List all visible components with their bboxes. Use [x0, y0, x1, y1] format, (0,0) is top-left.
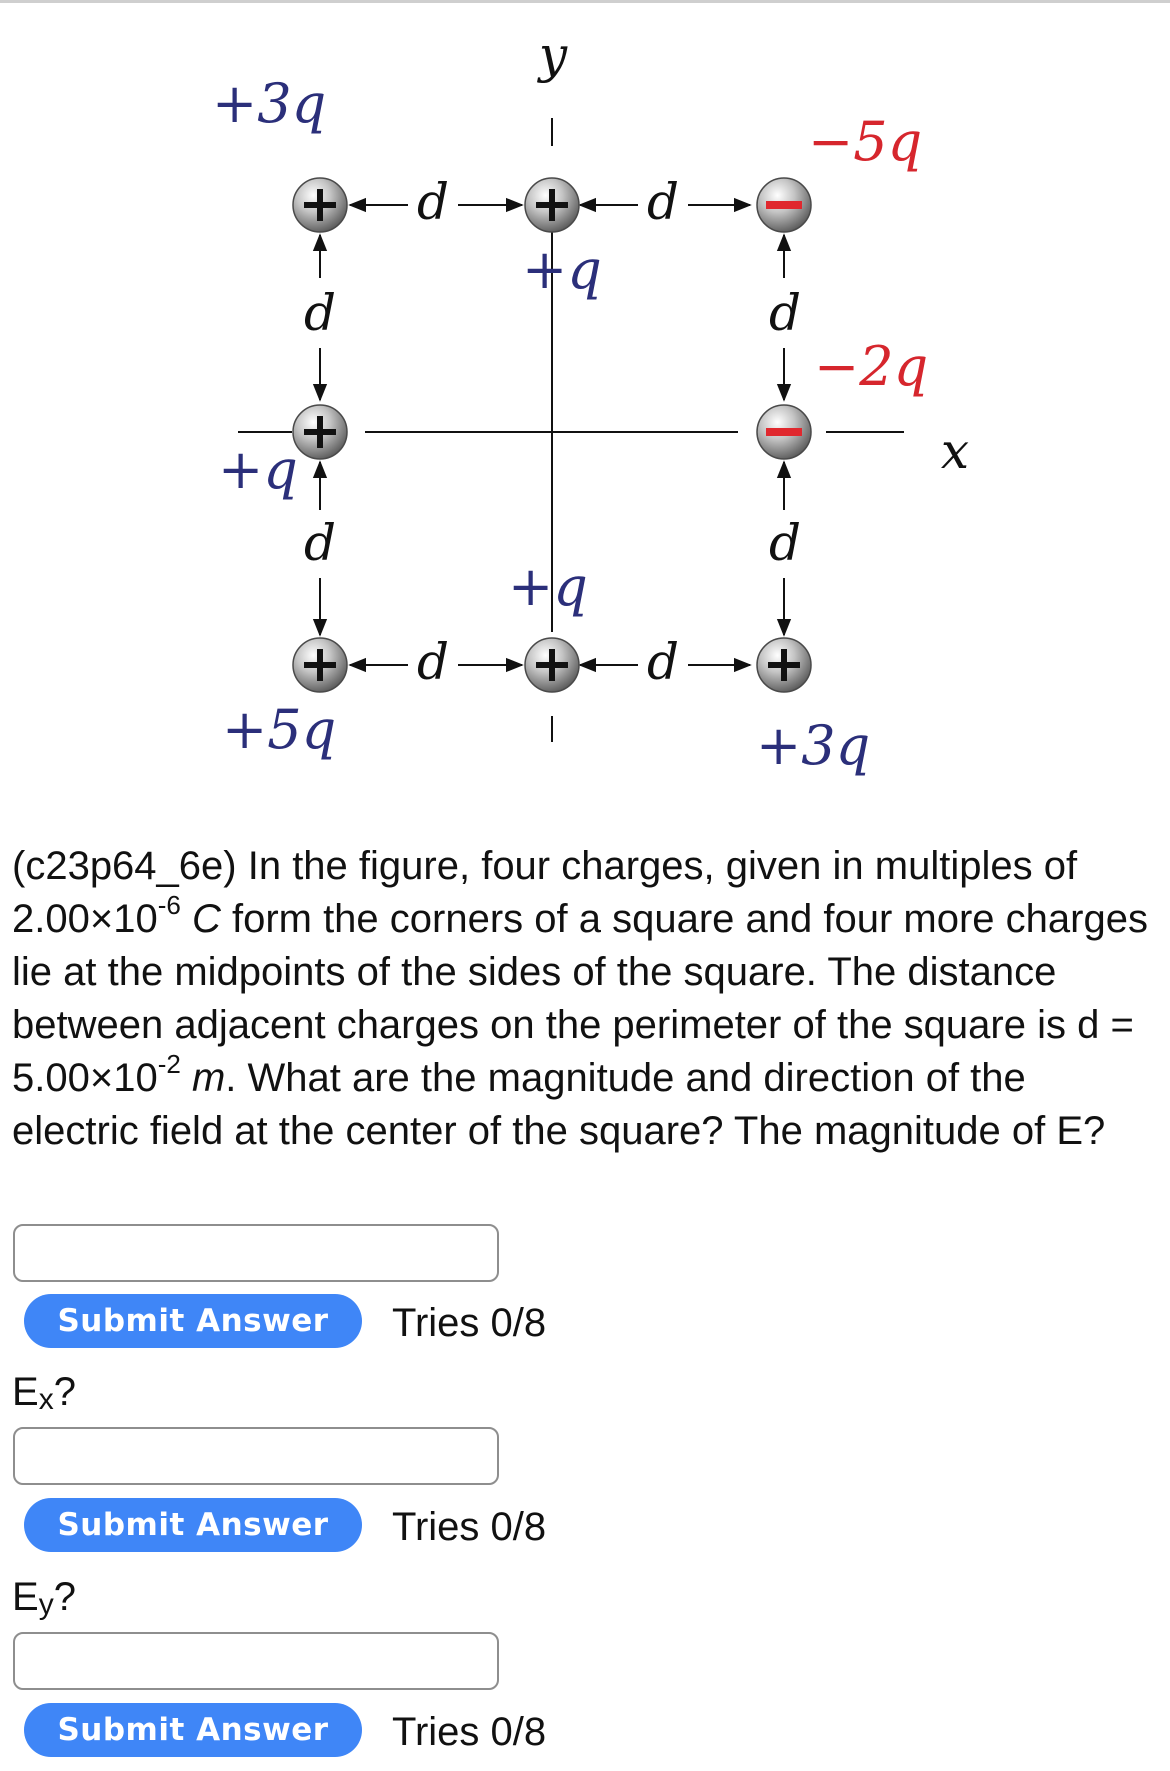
ex-answer-input[interactable] [13, 1427, 499, 1485]
distance-label: d [416, 173, 450, 231]
label-main: E [12, 1575, 39, 1619]
charge-bottom-left [293, 638, 347, 692]
problem-statement [12, 840, 1152, 1158]
charge-label-bottom-mid: +q [508, 555, 588, 618]
distance-label: d [416, 633, 450, 691]
problem-text [181, 897, 192, 941]
tries-counter: Tries 0/8 [392, 1710, 547, 1754]
distance-label: d [303, 514, 337, 572]
tries-counter: Tries 0/8 [392, 1505, 547, 1549]
distance-label: d [646, 173, 680, 231]
charge-label-top-left: +3q [212, 72, 327, 135]
label-subscript: y [38, 1588, 54, 1621]
charge-top-left [293, 178, 347, 232]
magnitude-answer-input[interactable] [13, 1224, 499, 1282]
distance-label: d [646, 633, 680, 691]
exponent: -2 [157, 1048, 181, 1079]
problem-text [181, 1056, 192, 1100]
unit-coulomb: C [191, 897, 221, 941]
ex-question-label [12, 1370, 76, 1415]
ey-question-label [12, 1575, 76, 1620]
problem-text: form the corners of a square and four more charges lie at the midpoints of the sides of the square. The distance between adjacent charges on the perimeter of the square is d = 5.00×10 [12, 897, 1148, 1100]
submit-magnitude-button[interactable]: Submit Answer [24, 1294, 362, 1348]
distance-label: d [303, 284, 337, 342]
charge-mid-left [293, 405, 347, 459]
problem-text: . What are the magnitude and direction of the electric field at the center of the square? The magnitude of E? [12, 1056, 1106, 1153]
ey-answer-input[interactable] [13, 1632, 499, 1690]
charge-label-mid-left: +q [218, 438, 298, 501]
x-axis-label: x [940, 422, 970, 480]
label-main: E [12, 1370, 39, 1414]
distance-label: d [768, 514, 802, 572]
charge-bottom-mid [525, 638, 579, 692]
charge-label-mid-right: −2q [814, 335, 929, 398]
label-end: ? [53, 1370, 76, 1414]
charge-bottom-right [757, 638, 811, 692]
charge-label-top-mid: +q [522, 238, 602, 301]
charge-label-bottom-right: +3q [756, 714, 871, 777]
charge-square-figure [0, 0, 1170, 800]
charge-top-right [757, 178, 811, 232]
unit-meter: m [191, 1056, 226, 1100]
label-end: ? [53, 1575, 76, 1619]
charge-mid-right [757, 405, 811, 459]
submit-ex-button[interactable]: Submit Answer [24, 1498, 362, 1552]
distance-label: d [768, 284, 802, 342]
exponent: -6 [157, 889, 181, 920]
problem-text: (c23p64_6e) In the figure, four charges, given in multiples of 2.00×10 [12, 844, 1078, 941]
tries-counter: Tries 0/8 [392, 1301, 547, 1345]
charge-label-bottom-left: +5q [222, 698, 337, 761]
charge-top-mid [525, 178, 579, 232]
submit-ey-button[interactable]: Submit Answer [24, 1703, 362, 1757]
y-axis-label: y [538, 26, 568, 84]
label-subscript: x [38, 1383, 54, 1416]
charge-label-top-right: −5q [808, 110, 923, 173]
